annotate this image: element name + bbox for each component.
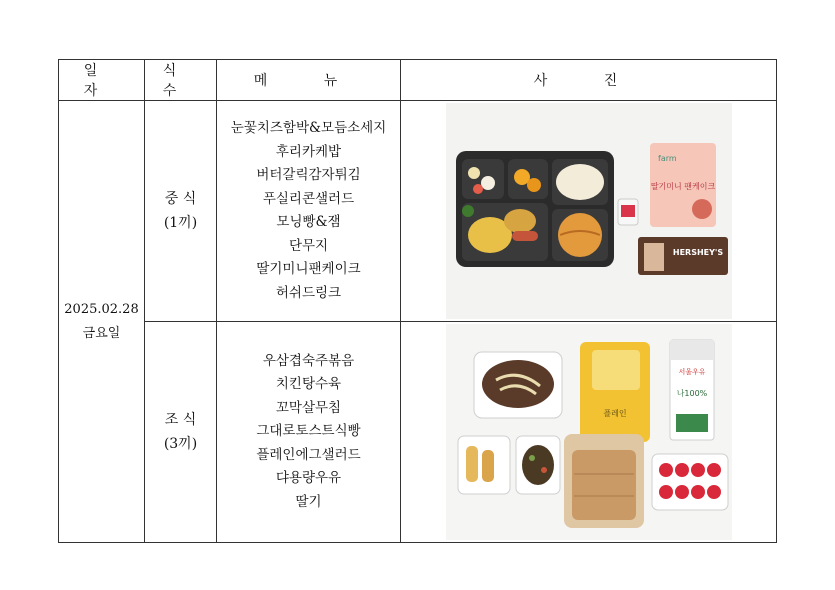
lunch-menu-cell: [217, 101, 401, 322]
breakfast-item: 우삼겹숙주볶음: [262, 352, 355, 369]
breakfast-row: [59, 322, 777, 543]
breakfast-photo-cell: [401, 322, 777, 543]
date-cell: [59, 101, 145, 543]
lunch-item: 버터갈릭감자튀김: [256, 167, 361, 183]
lunch-item: 허쉬드링크: [275, 284, 342, 301]
lunch-item: 단무지: [288, 237, 329, 254]
pancake-pack-brand: farm: [657, 154, 677, 163]
egg-salad-label: 플레인: [602, 409, 627, 418]
header-menu: 메 뉴: [217, 60, 401, 101]
strawberry-box-icon: [652, 454, 728, 510]
date-weekday: 금요일: [82, 325, 121, 341]
breakfast-item: 댜용량우유: [275, 470, 342, 487]
header-meal: 식 수: [145, 60, 217, 101]
lunch-row: [59, 101, 777, 322]
lunch-meal-name: 중 식: [164, 191, 197, 207]
lunch-meal-count: (1끼): [163, 215, 198, 231]
breakfast-item: 꼬막살무침: [275, 399, 342, 416]
header-date: 일 자: [59, 60, 145, 101]
lunch-item: 눈꽃치즈함박&모듬소세지: [230, 120, 387, 136]
hershey-drink-label: HERSHEY'S: [672, 248, 723, 257]
header-row: [59, 60, 777, 101]
lunch-item: 후리카케밥: [275, 143, 342, 160]
lunch-item: 푸실리콘샐러드: [262, 190, 355, 207]
breakfast-meal-name: 조 식: [164, 412, 197, 428]
lunch-photo: [446, 103, 732, 319]
milk-label: 나100%: [676, 389, 707, 398]
lunch-item: 모닝빵&잼: [276, 214, 341, 230]
breakfast-menu-cell: [217, 322, 401, 543]
breakfast-item: 치킨탕수육: [275, 376, 342, 393]
breakfast-meal-cell: [145, 322, 217, 543]
breakfast-meal-count: (3끼): [163, 436, 198, 452]
lunch-photo-cell: [401, 101, 777, 322]
lunch-meal-cell: [145, 101, 217, 322]
breakfast-item: 플레인에그샐러드: [256, 446, 361, 463]
breakfast-item: 딸기: [295, 493, 322, 510]
breakfast-item: 그대로토스트식빵: [256, 423, 361, 440]
breakfast-photo: [446, 324, 732, 540]
date-value: 2025.02.28: [64, 301, 139, 317]
pancake-pack-label: 딸기미니 팬케이크: [650, 182, 715, 191]
meal-table: [58, 59, 777, 543]
header-photo: 사 진: [401, 60, 777, 101]
milk-brand: 서울우유: [677, 368, 706, 376]
lunch-item: 딸기미니팬케이크: [256, 261, 361, 277]
